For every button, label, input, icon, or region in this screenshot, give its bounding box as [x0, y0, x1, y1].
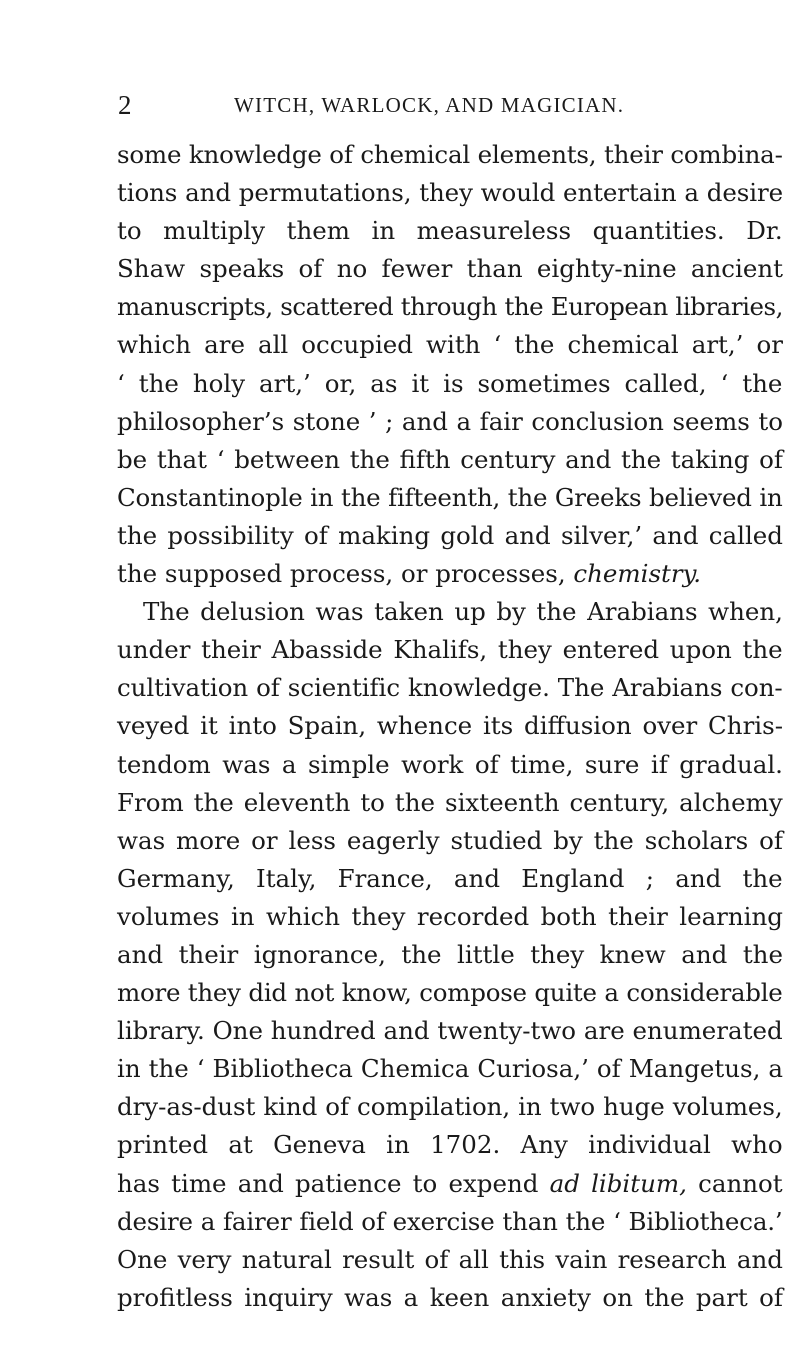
text-line-content: The delusion was taken up by the Arabians when,: [143, 597, 783, 627]
text-line-content: to multiply them in measureless quantities. Dr.: [117, 216, 783, 246]
text-line-content: which are all occupied with ‘ the chemical art,’ or: [117, 330, 783, 360]
text-line: [117, 1279, 783, 1317]
text-line-content: [117, 1169, 783, 1198]
text-line: [117, 555, 783, 593]
text-line-content: ‘ the holy art,’ or, as it is sometimes called, ‘ the: [117, 368, 783, 398]
text-line-content: be that ‘ between the fifth century and the taking of: [117, 444, 783, 474]
text-line: [117, 860, 783, 898]
text-line-content: veyed it into Spain, whence its diffusion over Chris-: [117, 711, 783, 741]
text-line: [117, 1126, 783, 1164]
text-line: [117, 1012, 783, 1050]
running-head: [0, 88, 800, 122]
text-line-content: more they did not know, compose quite a considerable: [117, 978, 783, 1008]
text-line-content: tions and permutations, they would entertain a desire: [117, 178, 783, 208]
text-line-content: From the eleventh to the sixteenth century, alchemy: [117, 787, 783, 817]
italic-text: ad libitum,: [549, 1168, 687, 1198]
text-line: [117, 936, 783, 974]
body-text: [117, 136, 783, 1317]
text-line-content: volumes in which they recorded both their learning: [117, 901, 783, 931]
text-line: [117, 403, 783, 441]
text-line: [117, 136, 783, 174]
text-line: [117, 250, 783, 288]
text-line: [117, 669, 783, 707]
text-line-content: was more or less eagerly studied by the scholars of: [117, 825, 783, 855]
text-line: [117, 1241, 783, 1279]
italic-text: chemistry.: [573, 559, 701, 589]
text-line-content: dry-as-dust kind of compilation, in two huge volumes,: [117, 1092, 783, 1122]
text-line-content: [117, 559, 701, 588]
text-line: [117, 707, 783, 745]
text-line: [117, 1203, 783, 1241]
text-line-content: manuscripts, scattered through the European libraries,: [117, 292, 783, 322]
text-line-content: Shaw speaks of no fewer than eighty-nine ancient: [117, 254, 783, 284]
text-line: [117, 441, 783, 479]
text-line: [117, 746, 783, 784]
text-line: [117, 365, 783, 403]
text-line: [117, 326, 783, 364]
text-line-content: Constantinople in the fifteenth, the Greeks believed in: [117, 482, 783, 512]
text-line-content: printed at Geneva in 1702. Any individual who: [117, 1130, 783, 1160]
text-segment: the supposed process, or processes,: [117, 559, 574, 589]
text-line: [117, 212, 783, 250]
text-line: [117, 288, 783, 326]
text-line: [117, 822, 783, 860]
text-line-content: One very natural result of all this vain research and: [117, 1244, 783, 1274]
text-line-content: tendom was a simple work of time, sure if gradual.: [117, 749, 783, 779]
text-line: [117, 593, 783, 631]
text-line: [117, 517, 783, 555]
text-line: [117, 784, 783, 822]
text-line-content: cultivation of scientific knowledge. The Arabians con-: [117, 673, 783, 703]
text-line-content: and their ignorance, the little they knew and the: [117, 939, 783, 969]
text-line: [117, 1050, 783, 1088]
text-line-content: in the ‘ Bibliotheca Chemica Curiosa,’ of Mangetus, a: [117, 1054, 783, 1084]
text-segment: has time and patience to expend: [117, 1168, 550, 1198]
text-line-content: philosopher’s stone ’ ; and a fair conclusion seems to: [117, 406, 783, 436]
text-line: [117, 1088, 783, 1126]
text-line-content: profitless inquiry was a keen anxiety on the part of: [117, 1282, 783, 1312]
text-line: [117, 898, 783, 936]
text-line-content: library. One hundred and twenty-two are enumerated: [117, 1016, 783, 1046]
text-line-content: some knowledge of chemical elements, their combina-: [117, 140, 783, 169]
running-title: WITCH, WARLOCK, AND MAGICIAN.: [234, 93, 625, 117]
text-line: [117, 174, 783, 212]
text-line: [117, 1165, 783, 1203]
text-line: [117, 974, 783, 1012]
text-line-content: desire a fairer field of exercise than the ‘ Bibliotheca.’: [117, 1206, 783, 1236]
page-number: 2: [118, 90, 132, 120]
text-line: [117, 479, 783, 517]
text-line-content: the possibility of making gold and silver,’ and called: [117, 520, 783, 550]
text-line-content: Germany, Italy, France, and England ; and the: [117, 863, 783, 893]
text-line-content: under their Abasside Khalifs, they entered upon the: [117, 635, 783, 665]
text-segment: cannot: [686, 1168, 783, 1198]
text-line: [117, 631, 783, 669]
